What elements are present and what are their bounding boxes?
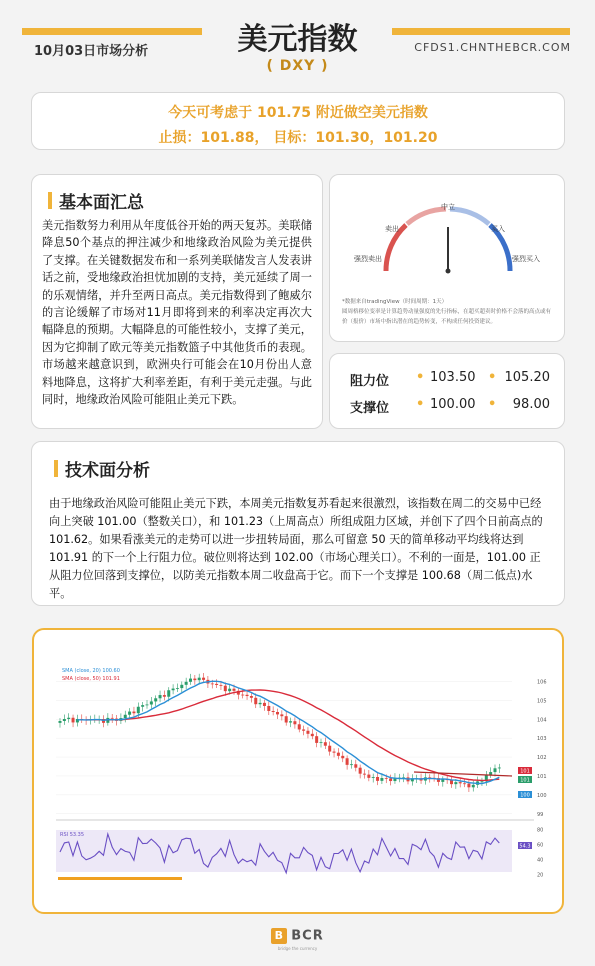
gauge-label-sell: 卖出 (385, 225, 399, 233)
technical-title: 技术面分析 (65, 461, 150, 481)
bcr-logo-icon: B (271, 928, 287, 944)
candle-body (198, 678, 201, 681)
candle-body (298, 724, 301, 729)
candle-body (337, 753, 340, 756)
site-url[interactable]: CFDS1.CHNTHEBCR.COM (414, 41, 571, 54)
candle-body (385, 778, 388, 779)
candle-body (276, 712, 279, 714)
candle-body (267, 706, 270, 711)
candle-body (498, 768, 501, 769)
candle-body (146, 704, 149, 705)
price-tick-label: 100 (537, 792, 547, 799)
candle-body (128, 712, 131, 715)
price-tag-close-text: 101 (520, 777, 530, 784)
sma20-line (77, 681, 499, 783)
candle-body (219, 685, 222, 686)
advice-line-targets: 止损：101.88， 目标：101.30，101.20 (158, 130, 438, 146)
candle-body (176, 688, 179, 689)
candle-body (306, 731, 309, 734)
gauge-pivot (446, 269, 451, 274)
gauge-disclaimer: *数据来自tradingView（时间周期：1天） 圆周格移位变率是计算趋势动量强度的先行指标，在超买超卖时价格不会落的高点或有价（报价）市场中指出潜在的趋势转变，不构成任何投资建议。 (342, 299, 552, 325)
rsi-legend: RSI 53.35 (60, 832, 85, 838)
rsi-tick-label: 60 (537, 842, 544, 849)
bullet-icon: • (416, 370, 425, 385)
candle-body (346, 758, 349, 765)
technical-text: 由于地缘政治风险可能阻止美元下跌，本周美元指数复苏看起来很激烈，该指数在周二的交易中已经向上突破 101.00（整数关口），和 101.23（上周高点）所组成阻力区域，并创下了四个日前高点的 101.62。如果看涨美元的走势可以进一步扭转局面，那么可留意 50 天的简单移动平均线将达到 101.91 的下一个上行阻力位。破位则将达到 102.00（市场心理关口）。不利的一面是，101.00 正从阻力位回落到支撑位，以防美元指数本周二收盘高于它。而下一个支撑是 100.68（周二低点)水平。 (49, 497, 543, 600)
candle-body (280, 714, 283, 716)
gauge-label-neutral: 中立 (441, 203, 455, 211)
support-value-1: 100.00 (430, 397, 476, 412)
candle-body (311, 734, 314, 736)
page-title: 美元指数 (237, 22, 358, 57)
price-tag-sma50-text: 101 (520, 768, 530, 775)
candle-body (233, 689, 236, 691)
candle-body (246, 695, 249, 696)
candle-body (193, 679, 196, 681)
price-tick-label: 103 (537, 736, 547, 743)
advice-line-entry: 今天可考虑于 101.75 附近做空美元指数 (168, 105, 428, 121)
legend-sma20: SMA (close, 20) 100.60 (62, 668, 120, 674)
candle-body (241, 695, 244, 696)
price-chart (34, 630, 562, 912)
candle-body (254, 698, 257, 704)
gauge-label-strong-sell: 强烈卖出 (354, 255, 382, 263)
rsi-axis (537, 828, 543, 879)
candle-body (472, 785, 475, 788)
price-tick-label: 106 (537, 679, 547, 686)
candle-body (72, 718, 75, 723)
price-tick-label: 102 (537, 755, 547, 762)
section-marker (54, 460, 58, 477)
candle-body (124, 715, 127, 718)
price-tick-label: 105 (537, 698, 547, 705)
candle-body (350, 764, 353, 765)
candle-body (154, 698, 157, 701)
candle-body (67, 718, 70, 719)
rsi-tick-label: 40 (537, 857, 544, 864)
fundamentals-text: 美元指数努力利用从年度低谷开始的两天复苏。美联储降息50个基点的押注减少和地缘政治风险为美元提供了支撑。在关键数据发布和一系列美联储发言人发表讲话之前，受地缘政治担忧加剧的支持，美元延续了周一的乐观情绪，并升至两日高点。美元指数得到了鲍威尔的言论缓解了市场对11月即将到来的利率决定再次大幅降息的预期。大幅降息的可能性较小，支撑了美元，因为它抑制了欧元等美元指数篮子中其他货币的表现。市场越来越意识到，欧洲央行可能会在10月份出人意料地降息，这将扩大利率差距，有利于美元走强。与此同时，地缘政治风险可能阻止美元下跌。 (42, 219, 312, 407)
candle-body (167, 690, 170, 696)
candle-body (363, 774, 366, 775)
support-row (330, 397, 566, 421)
candle-body (289, 721, 292, 722)
candle-body (328, 746, 331, 752)
candle-body (211, 684, 214, 685)
candle-body (302, 729, 305, 730)
fundamentals-card (31, 174, 323, 429)
resistance-value-2: 105.20 (504, 370, 550, 385)
logo-tagline: bridge the currency (277, 946, 318, 951)
candle-body (450, 780, 453, 784)
bullet-icon: • (488, 370, 497, 385)
candle-body (467, 784, 470, 788)
candle-body (150, 701, 153, 704)
gauge-arc-buy (450, 209, 489, 224)
fundamentals-title: 基本面汇总 (59, 193, 144, 213)
footer-logo (0, 928, 595, 944)
candle-body (189, 679, 192, 682)
resistance-label: 阻力位 (350, 374, 390, 389)
candle-body (63, 719, 66, 721)
candle-body (250, 696, 253, 698)
key-levels-card (329, 353, 565, 429)
candle-body (320, 742, 323, 743)
rsi-tick-label: 20 (537, 872, 544, 879)
candle-body (272, 711, 275, 712)
sentiment-gauge (330, 175, 566, 295)
resistance-row (330, 370, 566, 394)
resistance-trendline (414, 772, 512, 776)
candle-body (372, 777, 375, 778)
candle-body (367, 775, 370, 778)
candle-body (59, 721, 62, 723)
candle-body (159, 695, 162, 698)
candle-body (494, 768, 497, 772)
chart-accent-bar (58, 877, 182, 880)
candle-body (132, 712, 135, 714)
chart-grid (56, 681, 512, 813)
technical-card (31, 441, 565, 606)
resistance-value-1: 103.50 (430, 370, 476, 385)
candle-body (285, 716, 288, 722)
candle-body (359, 768, 362, 774)
candle-body (380, 778, 383, 781)
gauge-label-strong-buy: 强烈买入 (512, 255, 540, 263)
candle-body (463, 783, 466, 784)
candle-body (315, 736, 318, 743)
sma50-line (86, 690, 499, 780)
candle-body (185, 682, 188, 685)
candle-body (224, 686, 227, 691)
candle-body (354, 764, 357, 767)
section-marker (48, 192, 52, 209)
candles-layer (59, 673, 501, 792)
rsi-tick-label: 80 (537, 827, 544, 834)
candle-body (215, 684, 218, 685)
candle-body (172, 689, 175, 691)
support-label: 支撑位 (350, 401, 390, 416)
candle-body (341, 756, 344, 758)
price-chart-panel (32, 628, 564, 914)
price-tag-sma20-text: 100 (520, 792, 530, 799)
sentiment-gauge-card (329, 174, 565, 342)
candle-body (324, 742, 327, 746)
candle-body (228, 689, 231, 691)
candle-body (459, 782, 462, 783)
candle-body (454, 782, 457, 784)
technical-header (54, 456, 564, 481)
candle-body (141, 705, 144, 707)
candle-body (163, 695, 166, 697)
candle-body (180, 685, 183, 688)
bullet-icon: • (416, 397, 425, 412)
candle-body (293, 721, 296, 724)
candle-body (202, 678, 205, 680)
gauge-label-buy: 买入 (491, 225, 505, 233)
candle-body (376, 777, 379, 781)
price-tick-label: 99 (537, 811, 544, 818)
page-subtitle: ( DXY ) (266, 58, 329, 74)
candle-body (137, 707, 140, 713)
candle-body (333, 752, 336, 753)
rsi-tag-text: 54.3 (519, 843, 531, 850)
report-date: 10月03日市场分析 (34, 44, 149, 59)
candle-body (263, 703, 266, 706)
trade-advice-card (31, 92, 565, 150)
gauge-arc-sell (407, 209, 446, 224)
bullet-icon: • (488, 397, 497, 412)
support-value-2: 98.00 (512, 397, 550, 412)
candle-body (480, 781, 483, 782)
fundamentals-header (48, 188, 322, 213)
price-tick-label: 104 (537, 717, 547, 724)
logo-text: BCR (291, 928, 324, 944)
candle-body (259, 703, 262, 704)
candle-body (389, 778, 392, 781)
price-tick-label: 101 (537, 773, 547, 780)
legend-sma50: SMA (close, 50) 101.91 (62, 676, 120, 682)
candle-body (111, 718, 114, 719)
price-axis (537, 679, 547, 817)
